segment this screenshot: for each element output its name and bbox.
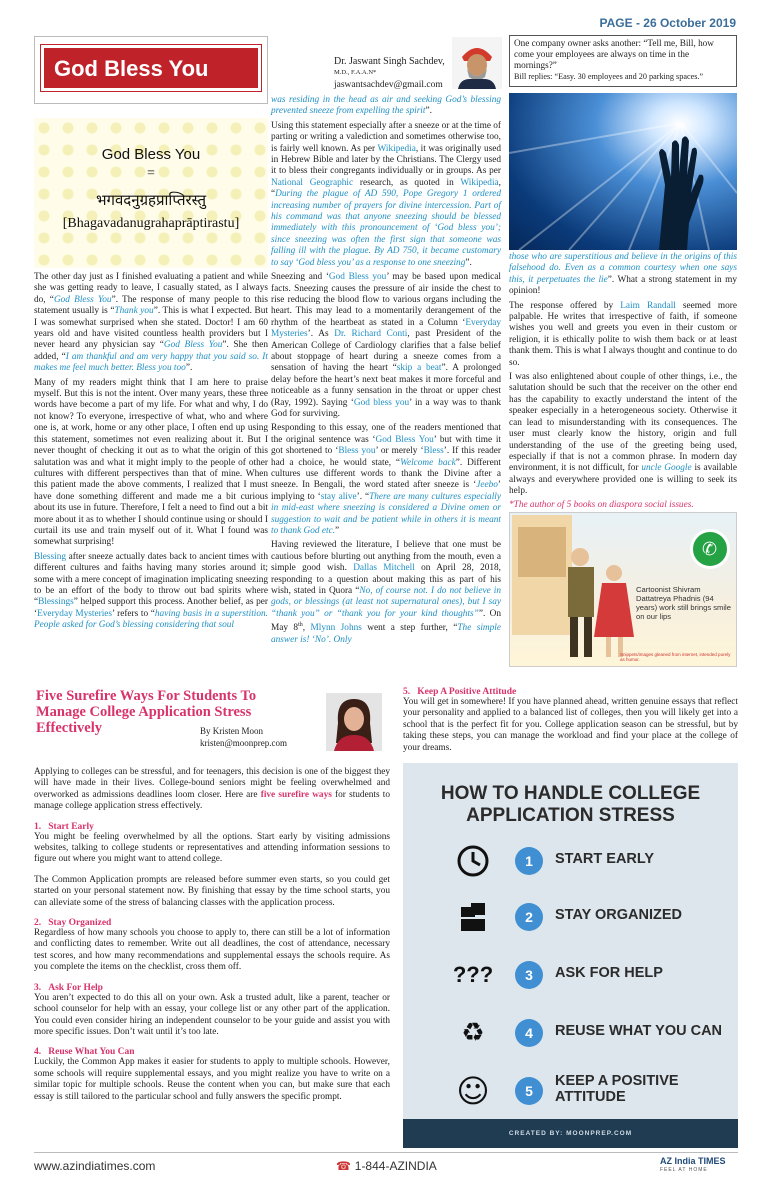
joke-answer: Bill replies: “Easy. 30 employees and 20 parking spaces.” bbox=[514, 72, 704, 81]
step-label: START EARLY bbox=[555, 851, 655, 867]
link-richard-conti[interactable]: Dr. Richard Conti bbox=[334, 329, 408, 340]
paragraph: Luckily, the Common App makes it easier for students to apply to multiple schools. However, some schools will require supplemental essays, and you might realize you have to write on a similar topic for multiple schools. Reuse the content when you can, but make sure that each essay is still tailored to the particular school and fully answers the specific prompt. bbox=[34, 1057, 390, 1102]
step-heading: 3. Ask For Help bbox=[34, 982, 103, 993]
infographic-credit: CREATED BY: MOONPREP.COM bbox=[403, 1119, 738, 1148]
step-label: ASK FOR HELP bbox=[555, 965, 663, 981]
author-credentials: M.D., F.A.A.N* bbox=[334, 69, 377, 76]
paragraph: I was also enlightened about couple of other things, i.e., the salutation should be such that the receiver on the other end has the capability to exactly understand the intent of the speaker especially in a heterogeneous society. Otherwise it can lead to misunderstanding with its consequences. The user must clearly know the history, origin and full understanding of the use of the greeting being used, especially if that is not a common phrase. In modern day environment, it is not difficult, for uncle Google is available always and everywhere provided one is willing to seek its help. bbox=[509, 372, 737, 497]
author-email[interactable]: jaswantsachdev@gmail.com bbox=[334, 80, 443, 90]
link-everyday-mysteries[interactable]: Everyday Mysteries bbox=[271, 317, 501, 340]
paragraph: Having reviewed the literature, I believe that one must be cautious before blurting out anything from the mouth, even a simple good wish. Dallas Mitchell on April 28, 2018, responding to a question about making this as part of his wish, stated in Quora “No, of course not. I do not believe in gods, or blessings (at least not supernatural ones), but I say “thank you” or “thank you for your kind thoughts””. On May 8th, Mlynn Johns went a step further, “The simple answer is! ‘No’. Only bbox=[271, 540, 502, 645]
paragraph: Sneezing and ‘God Bless you’ may be based upon medical facts. Sneezing causes the pressure of air inside the chest to rise reducing the blood flow to various organs including the heart. This may lead to a momentarily derangement of the rhythm of the heartbeat as stated in a Column ‘Everyday Mysteries’. As Dr. Richard Conti, past President of the American College of Cardiology clarifies that a false belief about stoppage of heart during a sneeze comes from a sensation of having the heart “skip a beat”. A prolonged delay before the heart’s next beat makes it more forceful and noticeable as a funny sensation in the throat or upper chest (Ray, 1992). Saying ‘God bless you’ in a way was to thank God for surviving. bbox=[271, 272, 502, 419]
paragraph: Many of my readers might think that I am here to praise myself. But this is not the intent. Over many years, these three words have become a part of my life. For what and why, I do not know? To everyone, irrespective of what, who and where one is, at work, home or any other place, I often end up using this statement, sometimes not even realizing about it. But I never thought of checking it out as to what the origin of this salutation was and what it might imply to the people of other cultures with different perspectives than that of mine. When this patient made the above comments, I realized that I must have done something different and made me a bit curious about its use in future. Therefore, I felt a need to find out a bit more about it as to whether I should continue using or should I curtail its use and train myself out of it. What I found was somewhat surprising! bbox=[34, 377, 268, 548]
panel-devanagari: भगवदनुग्रहप्राप्तिरस्तु bbox=[95, 191, 207, 209]
paragraph: You might be feeling overwhelmed by all the options. Start early by visiting admissions websites, talking to college students or representatives and attending information sessions to figure out where you might want to attend college. bbox=[34, 831, 390, 865]
step-heading: 1. Start Early bbox=[34, 821, 94, 832]
footer-phone: ☎ 1-844-AZINDIA bbox=[336, 1159, 437, 1173]
column-3-text bbox=[509, 252, 737, 511]
panel-equals: = bbox=[147, 166, 155, 181]
paragraph: You will get in somewhere! If you have planned ahead, written genuine essays that reflect your personality and applied to a balanced list of colleges, then you will likely get into a school that is the perfect fit for you. College application season can be stressful, but by taking these steps, you can manage the workload and find your place at the college of your dreams. bbox=[403, 697, 738, 753]
step-number: 1 bbox=[515, 847, 543, 875]
paragraph: The response offered by Laim Randall seemed more palpable. He writes that irrespective of faith, if someone wishes you well and greets you even in their custom or religion, it is ethically polite to wish them back or at least thank them. This is what I always thought and continue to do so. bbox=[509, 300, 737, 368]
folders-icon bbox=[455, 899, 491, 935]
panel-transliteration: [Bhagavadanugrahaprāptirastu] bbox=[62, 216, 240, 231]
panel-english: God Bless You bbox=[101, 146, 201, 163]
banner-title: God Bless You bbox=[54, 56, 209, 81]
paragraph: was residing in the head as air and seeking God’s blessing prevented sneeze from expelling the spirit”. bbox=[271, 95, 501, 117]
link-dallas-mitchell[interactable]: Dallas Mitchell bbox=[353, 563, 415, 574]
step-label: REUSE WHAT YOU CAN bbox=[555, 1023, 723, 1039]
infographic-title: HOW TO HANDLE COLLEGE APPLICATION STRESS bbox=[440, 783, 701, 826]
step-label: STAY ORGANIZED bbox=[555, 907, 683, 923]
infographic-row bbox=[403, 1011, 738, 1055]
paragraph: Using this statement especially after a sneeze or at the time of parting or writing a valediction and sometimes otherwise too, is fairly well known. As per Wikipedia, it was originally used in Hebrew Bible and later by the Christians. The Clergy used it to bless their congregants individually or in groups. As per National Geographic research, as quoted in Wikipedia, “During the plague of AD 590, Pope Gregory 1 ordered increasing number of prayers for divine intercession. Part of his command was that anyone sneezing should be blessed immediately with this pronouncement of ‘God bless you’; since sneezing was often the first sign that someone was falling ill with the plague. By AD 750, it became customary to say ‘God bless you’ as a response to one sneezing”. bbox=[271, 120, 502, 268]
paragraph: The other day just as I finished evaluating a patient and while she was getting ready to leave, I casually stated, as I always do, “God Bless You”. The response of many people to this statement usually is “Thank you”. This is what I expected. But I was somewhat surprised when she stated. Doctor! I am 60 years old and have visited countless health providers but I never heard any physician say “God Bless You”. She then added, “I am thankful and am very happy that you said so. It makes me feel much better. Bless you too”. bbox=[34, 272, 268, 374]
column-2-text bbox=[271, 95, 501, 646]
article-2-title: Five Surefire Ways For Students To Manage College Application Stress Effectively bbox=[36, 688, 257, 736]
footer-url[interactable]: www.azindiatimes.com bbox=[34, 1159, 156, 1173]
link-wikipedia[interactable]: Wikipedia bbox=[460, 177, 499, 188]
recycle-icon: ♻ bbox=[461, 1018, 485, 1048]
author-name: Dr. Jaswant Singh Sachdev, bbox=[334, 56, 445, 67]
infographic-row bbox=[403, 895, 738, 939]
paragraph: Responding to this essay, one of the readers mentioned that the original sentence was ‘God Bless You’ but with time it got shortened to ‘Bless you’ or merely ‘Bless’. If this reader had a choice, he would state, “Welcome back”. Different cultures use different words to thank the Divine after a sneeze. In Bengali, the word stated after sneeze is ‘Jeebo’ implying to ‘stay alive’. “There are many cultures especially in mid-east where sneezing is considered a Divine omen or suggestion to wait and be patient while in others it is meant to thank God etc.” bbox=[271, 423, 502, 537]
author-photo bbox=[452, 37, 502, 89]
footer-logo: AZ India TIMES FEEL AT HOME bbox=[660, 1156, 726, 1173]
clock-icon bbox=[455, 843, 491, 879]
author-name: By Kristen Moon bbox=[200, 726, 263, 736]
paragraph: You aren’t expected to do this all on your own. Ask a trusted adult, like a parent, teacher or school counselor for help with an essay, your college list or any other part of the application. You could even consider hiring an independent counselor to be your guide and assist you with more specific issues. Don’t wait until it’s too late. bbox=[34, 992, 390, 1037]
paragraph: those who are superstitious and believe in the origins of this falsehood do. Even as a common courtesy when one says this, it perpetuates the lie”. What a strong statement in my opinion! bbox=[509, 252, 738, 297]
author-byline bbox=[334, 56, 445, 91]
article-banner bbox=[34, 36, 268, 104]
author-photo bbox=[326, 693, 382, 751]
footer-divider bbox=[34, 1152, 738, 1153]
cartoon-caption: Cartoonist Shivram Dattatreya Phadnis (94 years) work still brings smile on our lips bbox=[636, 585, 731, 621]
sanskrit-panel bbox=[34, 118, 268, 268]
article-2-body-left bbox=[34, 767, 390, 1103]
infographic bbox=[403, 763, 738, 1148]
step-heading: 4. Reuse What You Can bbox=[34, 1047, 135, 1058]
paragraph: Blessing after sneeze actually dates back to ancient times with different cultures and faiths having many stories around it; some with a mere concept of imagination implicating sneezing to be an effort of the body to throw out bad spirits where “Blessings” helped support this process. Another belief, as per ‘Everyday Mysteries’ refers to “having basis in a superstition. People asked for God’s blessing considering that soul bbox=[34, 551, 268, 631]
step-number: 4 bbox=[515, 1019, 543, 1047]
phone-icon: ☎ bbox=[336, 1159, 355, 1173]
infographic-row bbox=[403, 953, 738, 997]
step-heading: 2. Stay Organized bbox=[34, 918, 112, 929]
question-marks-icon: ??? bbox=[452, 962, 494, 987]
author-note: *The author of 5 books on diaspora social issues. bbox=[509, 499, 694, 510]
link-mlynn-johns[interactable]: Mlynn Johns bbox=[310, 623, 362, 634]
paragraph: The Common Application prompts are released before summer even starts, so you could get started on your personal statement now. By finishing that essay by the time school starts, you can alleviate some of the stress of balancing classes with the application process. bbox=[34, 874, 390, 908]
infographic-row bbox=[403, 839, 738, 883]
link-uncle-google[interactable]: uncle Google bbox=[641, 463, 692, 474]
link-wikipedia[interactable]: Wikipedia bbox=[377, 143, 416, 154]
column-1-text bbox=[34, 272, 268, 632]
joke-box bbox=[509, 35, 737, 87]
smiley-icon: ☺ bbox=[456, 1072, 490, 1110]
step-number: 5 bbox=[515, 1077, 543, 1105]
joke-question: One company owner asks another: “Tell me, Bill, how come your employees are always on time in the mornings?” bbox=[514, 38, 714, 70]
link-laim-randall[interactable]: Laim Randall bbox=[620, 300, 676, 311]
article-2-author bbox=[200, 725, 287, 749]
link-national-geographic[interactable]: National Geographic bbox=[271, 177, 354, 188]
step-number: 2 bbox=[515, 903, 543, 931]
link-everyday-mysteries[interactable]: Everyday Mysteries bbox=[37, 608, 113, 619]
author-email[interactable]: kristen@moonprep.com bbox=[200, 738, 288, 748]
step-label: KEEP A POSITIVE ATTITUDE bbox=[555, 1073, 679, 1105]
link-blessing[interactable]: Blessing bbox=[34, 551, 67, 562]
cartoon-image bbox=[509, 512, 737, 667]
step-number: 3 bbox=[515, 961, 543, 989]
page-date-header: PAGE - 26 October 2019 bbox=[599, 16, 736, 30]
article-2-body-right bbox=[403, 687, 738, 754]
paragraph: Applying to colleges can be stressful, and for teenagers, this decision is one of the biggest they will have made in their lives. College-bound seniors might be feeling overwhelmed and overworked as admissions deadlines loom closer. Here are five surefire ways for students to manage college application stress effectively. bbox=[34, 767, 390, 812]
infographic-row bbox=[403, 1069, 738, 1113]
whatsapp-icon: ✆ bbox=[690, 529, 730, 569]
cartoon-note: Snippets/images gleaned from internet, intended purely as humor. bbox=[620, 652, 731, 662]
sky-hand-image bbox=[509, 93, 737, 250]
step-heading: 5. Keep A Positive Attitude bbox=[403, 687, 517, 697]
paragraph: Regardless of how many schools you choose to apply to, there can still be a lot of information and conflicting dates to remember. Write out all deadlines, the cost of attendance, necessary test scores, and how many recommendations and supplemental essays the schools require. As you complete the items on the checklist, cross them off. bbox=[34, 928, 390, 973]
